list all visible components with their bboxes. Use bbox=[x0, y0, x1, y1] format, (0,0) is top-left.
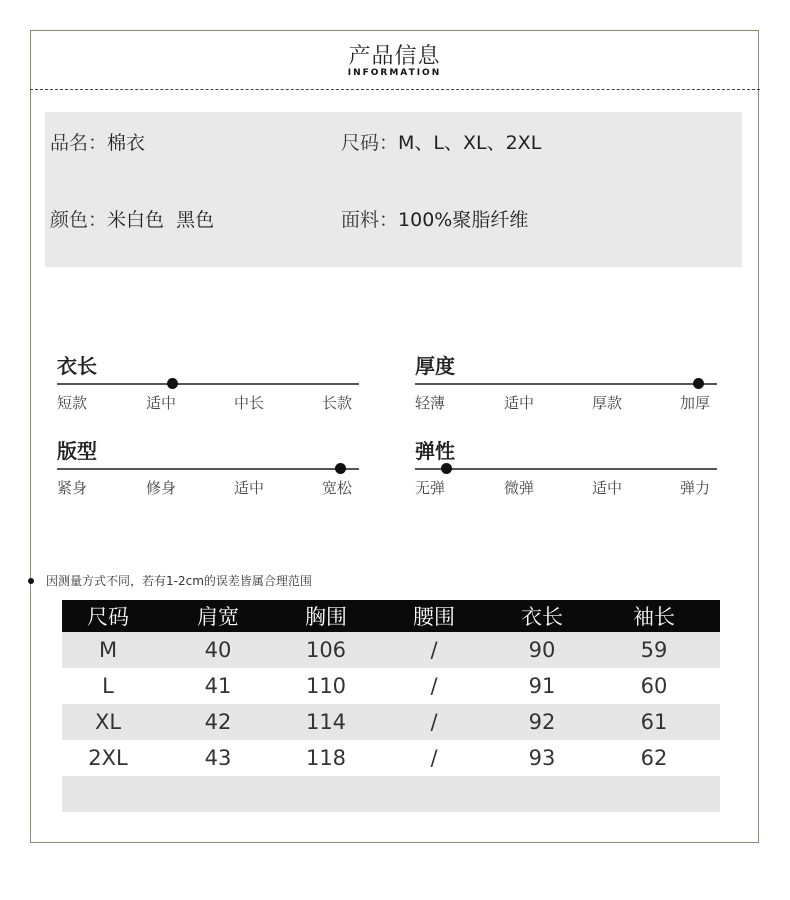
info-size bbox=[341, 128, 541, 155]
bullet-icon bbox=[28, 578, 34, 584]
section-title: 产品信息 bbox=[348, 44, 441, 69]
scale-option: 厚款 bbox=[592, 394, 623, 412]
scale-option: 宽松 bbox=[322, 479, 353, 497]
table-cell: 59 bbox=[640, 638, 668, 662]
table-header-cell: 胸围 bbox=[305, 605, 347, 629]
measurement-note bbox=[28, 572, 312, 589]
table-cell bbox=[62, 776, 154, 812]
table-cell: / bbox=[430, 710, 438, 734]
table-cell: 93 bbox=[528, 746, 556, 770]
table-cell: / bbox=[430, 746, 438, 770]
table-cell: 40 bbox=[204, 638, 232, 662]
table-cell: 43 bbox=[204, 746, 232, 770]
table-row bbox=[62, 704, 720, 740]
scale-option: 无弹 bbox=[415, 479, 446, 497]
table-cell: L bbox=[102, 674, 114, 698]
scale-option: 长款 bbox=[322, 394, 353, 412]
scale-name: 弹性 bbox=[415, 439, 455, 463]
scale-line bbox=[415, 383, 717, 385]
info-name-label: 品名： bbox=[50, 132, 108, 154]
scale-option: 适中 bbox=[234, 479, 265, 497]
scale-marker bbox=[441, 463, 452, 474]
table-cell: XL bbox=[94, 710, 122, 734]
dashed-divider bbox=[30, 89, 760, 90]
info-size-value: M、L、XL、2XL bbox=[398, 132, 542, 154]
table-cell: 41 bbox=[204, 674, 232, 698]
info-fabric bbox=[341, 205, 528, 232]
info-size-label: 尺码： bbox=[341, 132, 399, 154]
info-name-value: 棉衣 bbox=[107, 132, 146, 154]
table-row bbox=[62, 668, 720, 704]
table-cell: M bbox=[98, 638, 118, 662]
scale-option: 弹力 bbox=[680, 479, 711, 497]
scale-name: 厚度 bbox=[415, 354, 455, 378]
table-header-cell: 尺码 bbox=[87, 605, 129, 629]
table-cell bbox=[604, 776, 704, 812]
scale-marker bbox=[335, 463, 346, 474]
table-cell: 61 bbox=[640, 710, 668, 734]
scale-line bbox=[57, 383, 359, 385]
scale-option: 适中 bbox=[146, 394, 177, 412]
info-color-value: 米白色 黑色 bbox=[107, 209, 215, 231]
info-fabric-label: 面料： bbox=[341, 209, 399, 231]
size-table bbox=[62, 600, 720, 812]
scale-line bbox=[57, 468, 359, 470]
info-panel bbox=[45, 112, 742, 267]
table-cell: 90 bbox=[528, 638, 556, 662]
section-header bbox=[31, 31, 758, 89]
scale-marker bbox=[693, 378, 704, 389]
scale-option: 适中 bbox=[504, 394, 535, 412]
table-cell: 92 bbox=[528, 710, 556, 734]
table-row bbox=[62, 632, 720, 668]
info-name bbox=[50, 128, 145, 155]
table-header-cell: 袖长 bbox=[633, 605, 675, 629]
table-cell: / bbox=[430, 638, 438, 662]
scale-name: 衣长 bbox=[57, 354, 97, 378]
scale-option: 紧身 bbox=[57, 479, 88, 497]
table-cell: 106 bbox=[305, 638, 347, 662]
table-cell: 60 bbox=[640, 674, 668, 698]
table-cell: 114 bbox=[305, 710, 347, 734]
section-subtitle: INFORMATION bbox=[347, 68, 442, 78]
info-color bbox=[50, 205, 214, 232]
scale-name: 版型 bbox=[57, 439, 97, 463]
table-cell bbox=[280, 776, 372, 812]
table-row bbox=[62, 776, 720, 812]
table-cell: 118 bbox=[305, 746, 347, 770]
table-header-cell: 腰围 bbox=[413, 605, 455, 629]
scale-line bbox=[415, 468, 717, 470]
scale-option: 短款 bbox=[57, 394, 88, 412]
scale-option: 中长 bbox=[234, 394, 265, 412]
table-cell: / bbox=[430, 674, 438, 698]
table-cell: 110 bbox=[305, 674, 347, 698]
scale-option: 加厚 bbox=[680, 394, 711, 412]
table-header-row bbox=[62, 600, 720, 632]
table-cell bbox=[388, 776, 480, 812]
scale-option: 修身 bbox=[146, 479, 177, 497]
info-fabric-value: 100%聚脂纤维 bbox=[398, 209, 529, 231]
table-header-cell: 衣长 bbox=[521, 605, 563, 629]
table-cell: 62 bbox=[640, 746, 668, 770]
scale-option: 微弹 bbox=[504, 479, 535, 497]
note-text: 因测量方式不同，若有1-2cm的误差皆属合理范围 bbox=[46, 574, 312, 588]
table-header-cell: 肩宽 bbox=[197, 605, 239, 629]
scale-option: 轻薄 bbox=[415, 394, 446, 412]
info-color-label: 颜色： bbox=[50, 209, 108, 231]
table-cell: 42 bbox=[204, 710, 232, 734]
table-row bbox=[62, 740, 720, 776]
table-cell: 2XL bbox=[88, 746, 128, 770]
table-cell: 91 bbox=[528, 674, 556, 698]
scale-option: 适中 bbox=[592, 479, 623, 497]
table-cell bbox=[172, 776, 264, 812]
table-cell bbox=[496, 776, 588, 812]
